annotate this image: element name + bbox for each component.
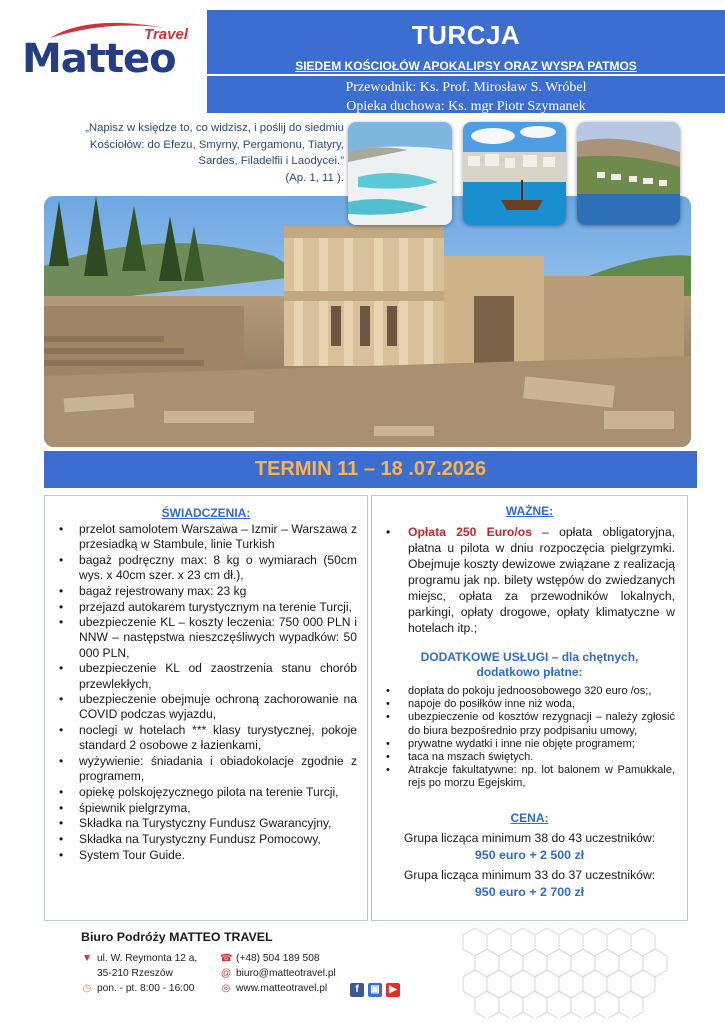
footer-company-name: Biuro Podróży MATTEO TRAVEL <box>81 930 273 944</box>
list-item: • System Tour Guide. <box>59 848 357 863</box>
footer-address-line1 <box>81 953 197 964</box>
footer-email-link[interactable] <box>220 968 336 979</box>
spiritual-care-line: Opieka duchowa: Ks. mgr Piotr Szymanek <box>346 99 586 113</box>
location-pin-icon: ▼ <box>81 953 93 964</box>
list-item: • śpiewnik pielgrzyma, <box>59 801 357 816</box>
price-group-2-value: 950 euro + 2 700 zł <box>474 884 585 899</box>
price-heading: CENA: <box>510 810 549 825</box>
photo-harbour-ship-thumbnail <box>463 122 566 225</box>
footer-address-line2: 35-210 Rzeszów <box>97 968 173 979</box>
bible-quote <box>64 120 344 186</box>
guide-line: Przewodnik: Ks. Prof. Mirosław S. Wróbel <box>345 80 587 95</box>
quote-text: „Napisz w księdze to, co widzisz, i poślij do siedmiu Kościołów: do Efezu, Smyrny, Pergamonu, Tiatyry, Sardes, Filadelfii i Laodycei.” <box>85 122 344 167</box>
list-item <box>386 524 675 636</box>
extra-services-heading <box>372 650 687 680</box>
list-item: • napoje do posiłków inne niż woda, <box>386 698 675 711</box>
included-services-panel <box>44 495 368 921</box>
included-services-list <box>45 522 367 863</box>
list-item: • prywatne wydatki i inne nie objęte programem; <box>386 738 675 751</box>
matteo-travel-logo <box>22 18 194 80</box>
header-guides <box>207 76 725 113</box>
mandatory-fee-amount: Opłata 250 Euro/os <box>408 525 532 539</box>
footer-opening-hours <box>81 983 194 994</box>
list-item: • przejazd autokarem turystycznym na terenie Turcji, <box>59 600 357 615</box>
opening-hours-text: pon. - pt. 8:00 - 16:00 <box>97 983 195 994</box>
youtube-icon[interactable]: ▶ <box>386 983 400 997</box>
list-item: • ubezpieczenie KL – koszty leczenia: 750 000 PLN i NNW – następstwa nieszczęśliwych wypadków: 50 000 PLN, <box>59 615 357 661</box>
important-info-panel <box>371 495 688 921</box>
hero-photo-ephesus <box>44 196 691 447</box>
list-item: • taca na mszach świętych. <box>386 751 675 764</box>
decorative-hexagon-pattern-icon <box>455 918 675 1018</box>
footer-website-link[interactable] <box>220 983 327 994</box>
list-item: • dopłata do pokoju jednoosobowego 320 euro /os;, <box>386 685 675 698</box>
trip-dates-bar: TERMIN 11 – 18 .07.2026 <box>44 451 697 488</box>
price-group-1-value: 950 euro + 2 500 zł <box>474 847 585 862</box>
quote-reference: (Ap. 1, 11 ). <box>285 171 344 184</box>
mandatory-fee-list <box>372 524 687 636</box>
list-item: • bagaż rejestrowany max: 23 kg <box>59 584 357 599</box>
website-text: www.matteotravel.pl <box>236 983 328 994</box>
page-title: TURCJA <box>411 20 521 50</box>
included-services-heading: ŚWIADCZENIA: <box>161 506 251 520</box>
list-item: • ubezpieczenie KL od zaostrzenia stanu chorób przewlekłych, <box>59 661 357 691</box>
list-item: • Składka na Turystyczny Fundusz Pomocowy, <box>59 832 357 847</box>
globe-icon: ◎ <box>221 983 231 994</box>
email-text: biuro@matteotravel.pl <box>236 968 336 979</box>
mandatory-fee-description: – opłata obligatoryjna, płatna u pilota w dniu rozpoczęcia pielgrzymki. Obejmuje koszty dewizowe związane z realizacją programu jak np. bilety wstępów do zwiedzanych miejsc, opłata za przewodników lokalnych, parkingi, opłaty drogowe, opłaty klimatyczne w hotelach itp.; <box>408 525 675 635</box>
header-banner <box>207 10 725 74</box>
email-icon: @ <box>220 968 232 979</box>
photo-pamukkale-thumbnail <box>348 122 452 225</box>
extra-services-heading-line1: DODATKOWE USŁUGI – dla chętnych, <box>420 650 639 664</box>
phone-text: (+48) 504 189 508 <box>236 953 320 964</box>
list-item: • przelot samolotem Warszawa – Izmir – Warszawa z przesiadką w Stambule, linie Turkish <box>59 522 357 552</box>
list-item: • ubezpieczenie obejmuje ochroną zachorowanie na COVID podczas wyjazdu, <box>59 692 357 722</box>
instagram-icon[interactable]: ▣ <box>368 983 382 997</box>
list-item: • wyżywienie: śniadania i obiadokolacje zgodnie z programem, <box>59 754 357 784</box>
list-item: • Atrakcje fakultatywne: np. lot balonem w Pamukkale, rejs po morzu Egejskim, <box>386 764 675 790</box>
address-line1-text: ul. W. Reymonta 12 a, <box>97 953 198 964</box>
extra-services-heading-line2: dodatkowo płatne: <box>476 665 583 679</box>
logo-brand-text: Matteo <box>22 36 176 82</box>
footer-phone[interactable] <box>220 953 320 964</box>
list-item: • opiekę polskojęzycznego pilota na terenie Turcji, <box>59 785 357 800</box>
list-item: • ubezpieczenie od kosztów rezygnacji – należy zgłosić do biura bezpośrednio przy podpisaniu umowy, <box>386 711 675 737</box>
price-group-2-label: Grupa licząca minimum 33 do 37 uczestników: <box>403 867 656 882</box>
list-item: • noclegi w hotelach *** klasy turystycznej, pokoje standard 2 osobowe z łazienkami, <box>59 723 357 753</box>
phone-icon: ☎ <box>220 953 233 964</box>
page-subtitle: SIEDEM KOŚCIOŁÓW APOKALIPSY ORAZ WYSPA PATMOS <box>295 59 637 73</box>
facebook-icon[interactable]: f <box>350 983 364 997</box>
price-group-1-label: Grupa licząca minimum 38 do 43 uczestników: <box>403 830 656 845</box>
logo-travel-text: Travel <box>144 26 188 43</box>
photo-patmos-coast-thumbnail <box>577 122 680 225</box>
list-item: • Składka na Turystyczny Fundusz Gwarancyjny, <box>59 816 357 831</box>
important-heading: WAŻNE: <box>505 504 554 518</box>
list-item: • bagaż podręczny max: 8 kg o wymiarach (50cm wys. x 40cm szer. x 23 cm dł.), <box>59 553 357 583</box>
extra-services-list <box>372 685 687 791</box>
clock-icon: ◷ <box>82 983 92 994</box>
